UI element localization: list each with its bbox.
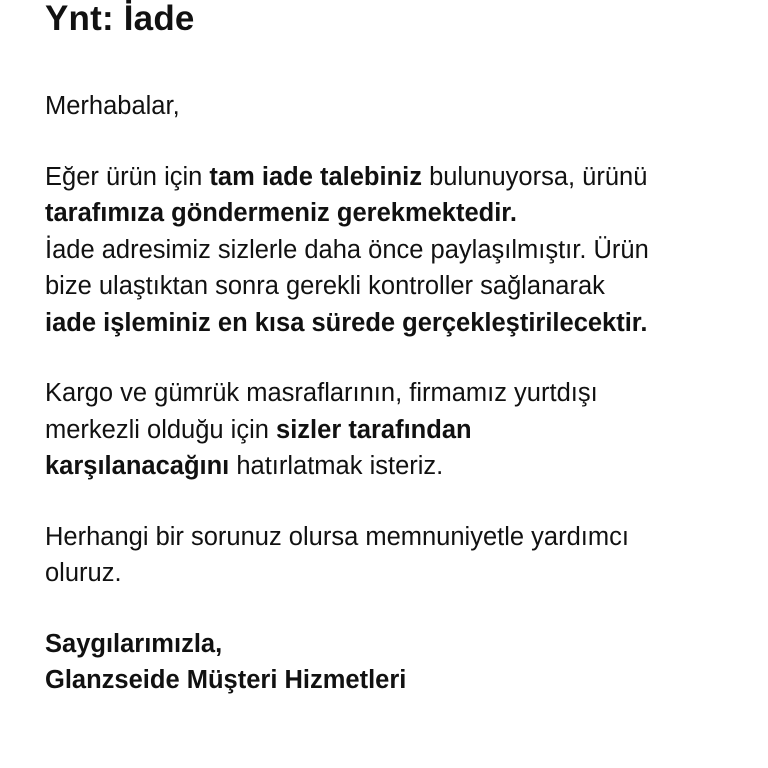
text-segment: Eğer ürün için	[45, 162, 210, 191]
email-view	[45, 0, 735, 699]
paragraph-line: oluruz.	[45, 559, 122, 587]
bold-text-segment: tam iade talebiniz	[209, 162, 422, 191]
paragraph-line: Herhangi bir sorunuz olursa memnuniyetle yardımcı	[45, 522, 629, 551]
paragraph-line	[45, 412, 735, 449]
paragraph-line	[45, 448, 735, 485]
bold-text-segment: karşılanacağını	[45, 452, 230, 480]
paragraph-line	[45, 159, 735, 196]
email-paragraph-shipping-costs	[45, 375, 735, 485]
email-signature	[45, 626, 735, 699]
bold-text-segment: sizler tarafından	[276, 415, 472, 444]
text-segment: hatırlatmak isteriz.	[229, 452, 444, 480]
bold-text-line: tarafımıza göndermeniz gerekmektedir.	[45, 199, 517, 227]
email-paragraph-return-request	[45, 159, 735, 342]
text-segment: bulunuyorsa, ürünü	[421, 162, 648, 191]
signature-salutation: Saygılarımızla,	[45, 629, 223, 658]
email-subject: Ynt: İade	[45, 0, 195, 38]
email-paragraph-help	[45, 519, 735, 592]
paragraph-line: İade adresimiz sizlerle daha önce paylaşılmıştır. Ürün	[45, 235, 649, 264]
email-greeting: Merhabalar,	[45, 92, 180, 120]
paragraph-line: Kargo ve gümrük masraflarının, firmamız yurtdışı	[45, 379, 598, 407]
paragraph-line: bize ulaştıktan sonra gerekli kontroller sağlanarak	[45, 272, 605, 300]
text-segment: merkezli olduğu için	[45, 415, 277, 444]
signature-sender: Glanzseide Müşteri Hizmetleri	[45, 666, 407, 694]
bold-text-line: iade işleminiz en kısa sürede gerçekleştirilecektir.	[45, 308, 648, 337]
